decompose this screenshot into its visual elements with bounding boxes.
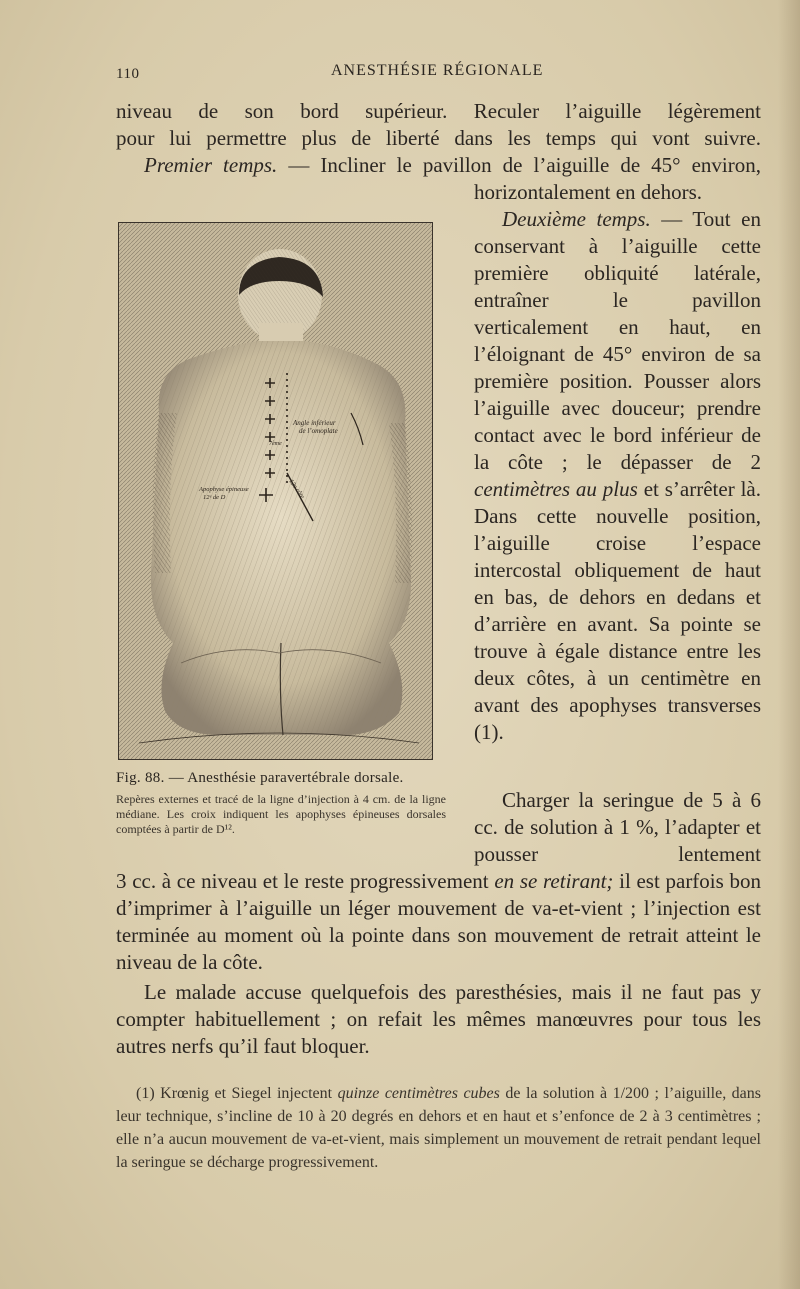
premier-temps-text: — Incliner le pavillon de l’aiguille de 45° environ, [277, 153, 761, 177]
body-line-1: niveau de son bord supérieur. Reculer l’aiguille légèrement [116, 99, 761, 123]
premier-temps-end: horizontalement en dehors. [474, 180, 703, 204]
label-angle-2: de l’omoplate [299, 427, 338, 435]
figure-88-illustration [118, 222, 433, 760]
page-number: 110 [116, 66, 140, 82]
malade-paragraph: Le malade accuse quelquefois des paresthésies, mais il ne faut pas y compter habituellement ; on refait les mêmes manœuvres pour tous les autres nerfs qu’il faut bloquer. [116, 980, 761, 1058]
figure-title: Fig. 88. — Anesthésie paravertébrale dorsale. [116, 770, 404, 786]
footnote-rest: de la solution à 1/200 ; l’aiguille, dans leur technique, s’incline de 10 à 20 degrés en dehors et en haut et s’enfonce de 2 à 3 centimètres ; elle n’a aucun mouvement de va-et-vient, mais simplement un mouvement de retrait pendant lequel la seringue se décharge progressivement. [116, 1085, 762, 1171]
footnote-prefix: (1) Krœnig et Siegel injectent [136, 1085, 338, 1102]
label-seventh: 7ème [269, 441, 282, 447]
charger-italic: en se retirant; [494, 869, 614, 893]
deuxieme-temps-italic: centimètres au plus [474, 477, 638, 501]
premier-temps-line [116, 152, 761, 179]
premier-temps-heading: Premier temps. [144, 153, 278, 177]
charger-paragraph-full [116, 868, 761, 976]
figure-caption: Repères externes et tracé de la ligne d’injection à 4 cm. de la ligne médiane. Les croix indiquent les apophyses épineuses dorsales comptées à partir de D¹². [116, 792, 446, 836]
label-angle-1: Angle inférieur [293, 419, 336, 427]
running-title: ANESTHÉSIE RÉGIONALE [331, 62, 544, 79]
charger-text-a: 3 cc. à ce niveau et le reste progressivement [116, 869, 495, 893]
deuxieme-temps-text-b: et s’arrêter là. Dans cette nouvelle position, l’aiguille croise l’espace intercostal obliquement de haut en bas, de dehors en dedans et d’arrière en avant. Sa pointe se trouve à égale distance entre les deux côtes, à un centimètre en avant des apophyses transverses (1). [474, 477, 761, 744]
page-edge-shadow [778, 0, 800, 1289]
running-header [116, 62, 761, 86]
body-line-2: pour lui permettre plus de liberté dans les temps qui vont suivre. [116, 126, 761, 150]
deuxieme-temps-heading: Deuxième temps. [502, 207, 651, 231]
label-cote: 12e côte [287, 478, 306, 501]
footnote [116, 1082, 761, 1174]
footnote-italic: quinze centimètres cubes [337, 1085, 500, 1102]
deuxieme-temps-paragraph [474, 206, 761, 766]
label-apophyse-2: 12ᵉ de D [203, 494, 226, 501]
label-apophyse-1: Apophyse épineuse [199, 486, 249, 493]
deuxieme-temps-text-a: — Tout en conservant à l’aiguille cette première obliquité latérale, entraîner le pavillon verticalement en haut, en l’éloignant de 45° environ de sa première position. Pousser alors l’aiguille avec douceur; prendre contact avec le bord inférieur de la côte ; le dépasser de 2 [474, 207, 761, 474]
charger-text-b: il est parfois bon d’imprimer à l’aiguille un léger mouvement de va-et-vient ; l’injection est terminée au moment où la pointe dans son mouvement de retrait atteint le niveau de la côte. [116, 869, 762, 974]
charger-paragraph-column: Charger la seringue de 5 à 6 cc. de solution à 1 %, l’adapter et pousser lentement [474, 788, 761, 866]
